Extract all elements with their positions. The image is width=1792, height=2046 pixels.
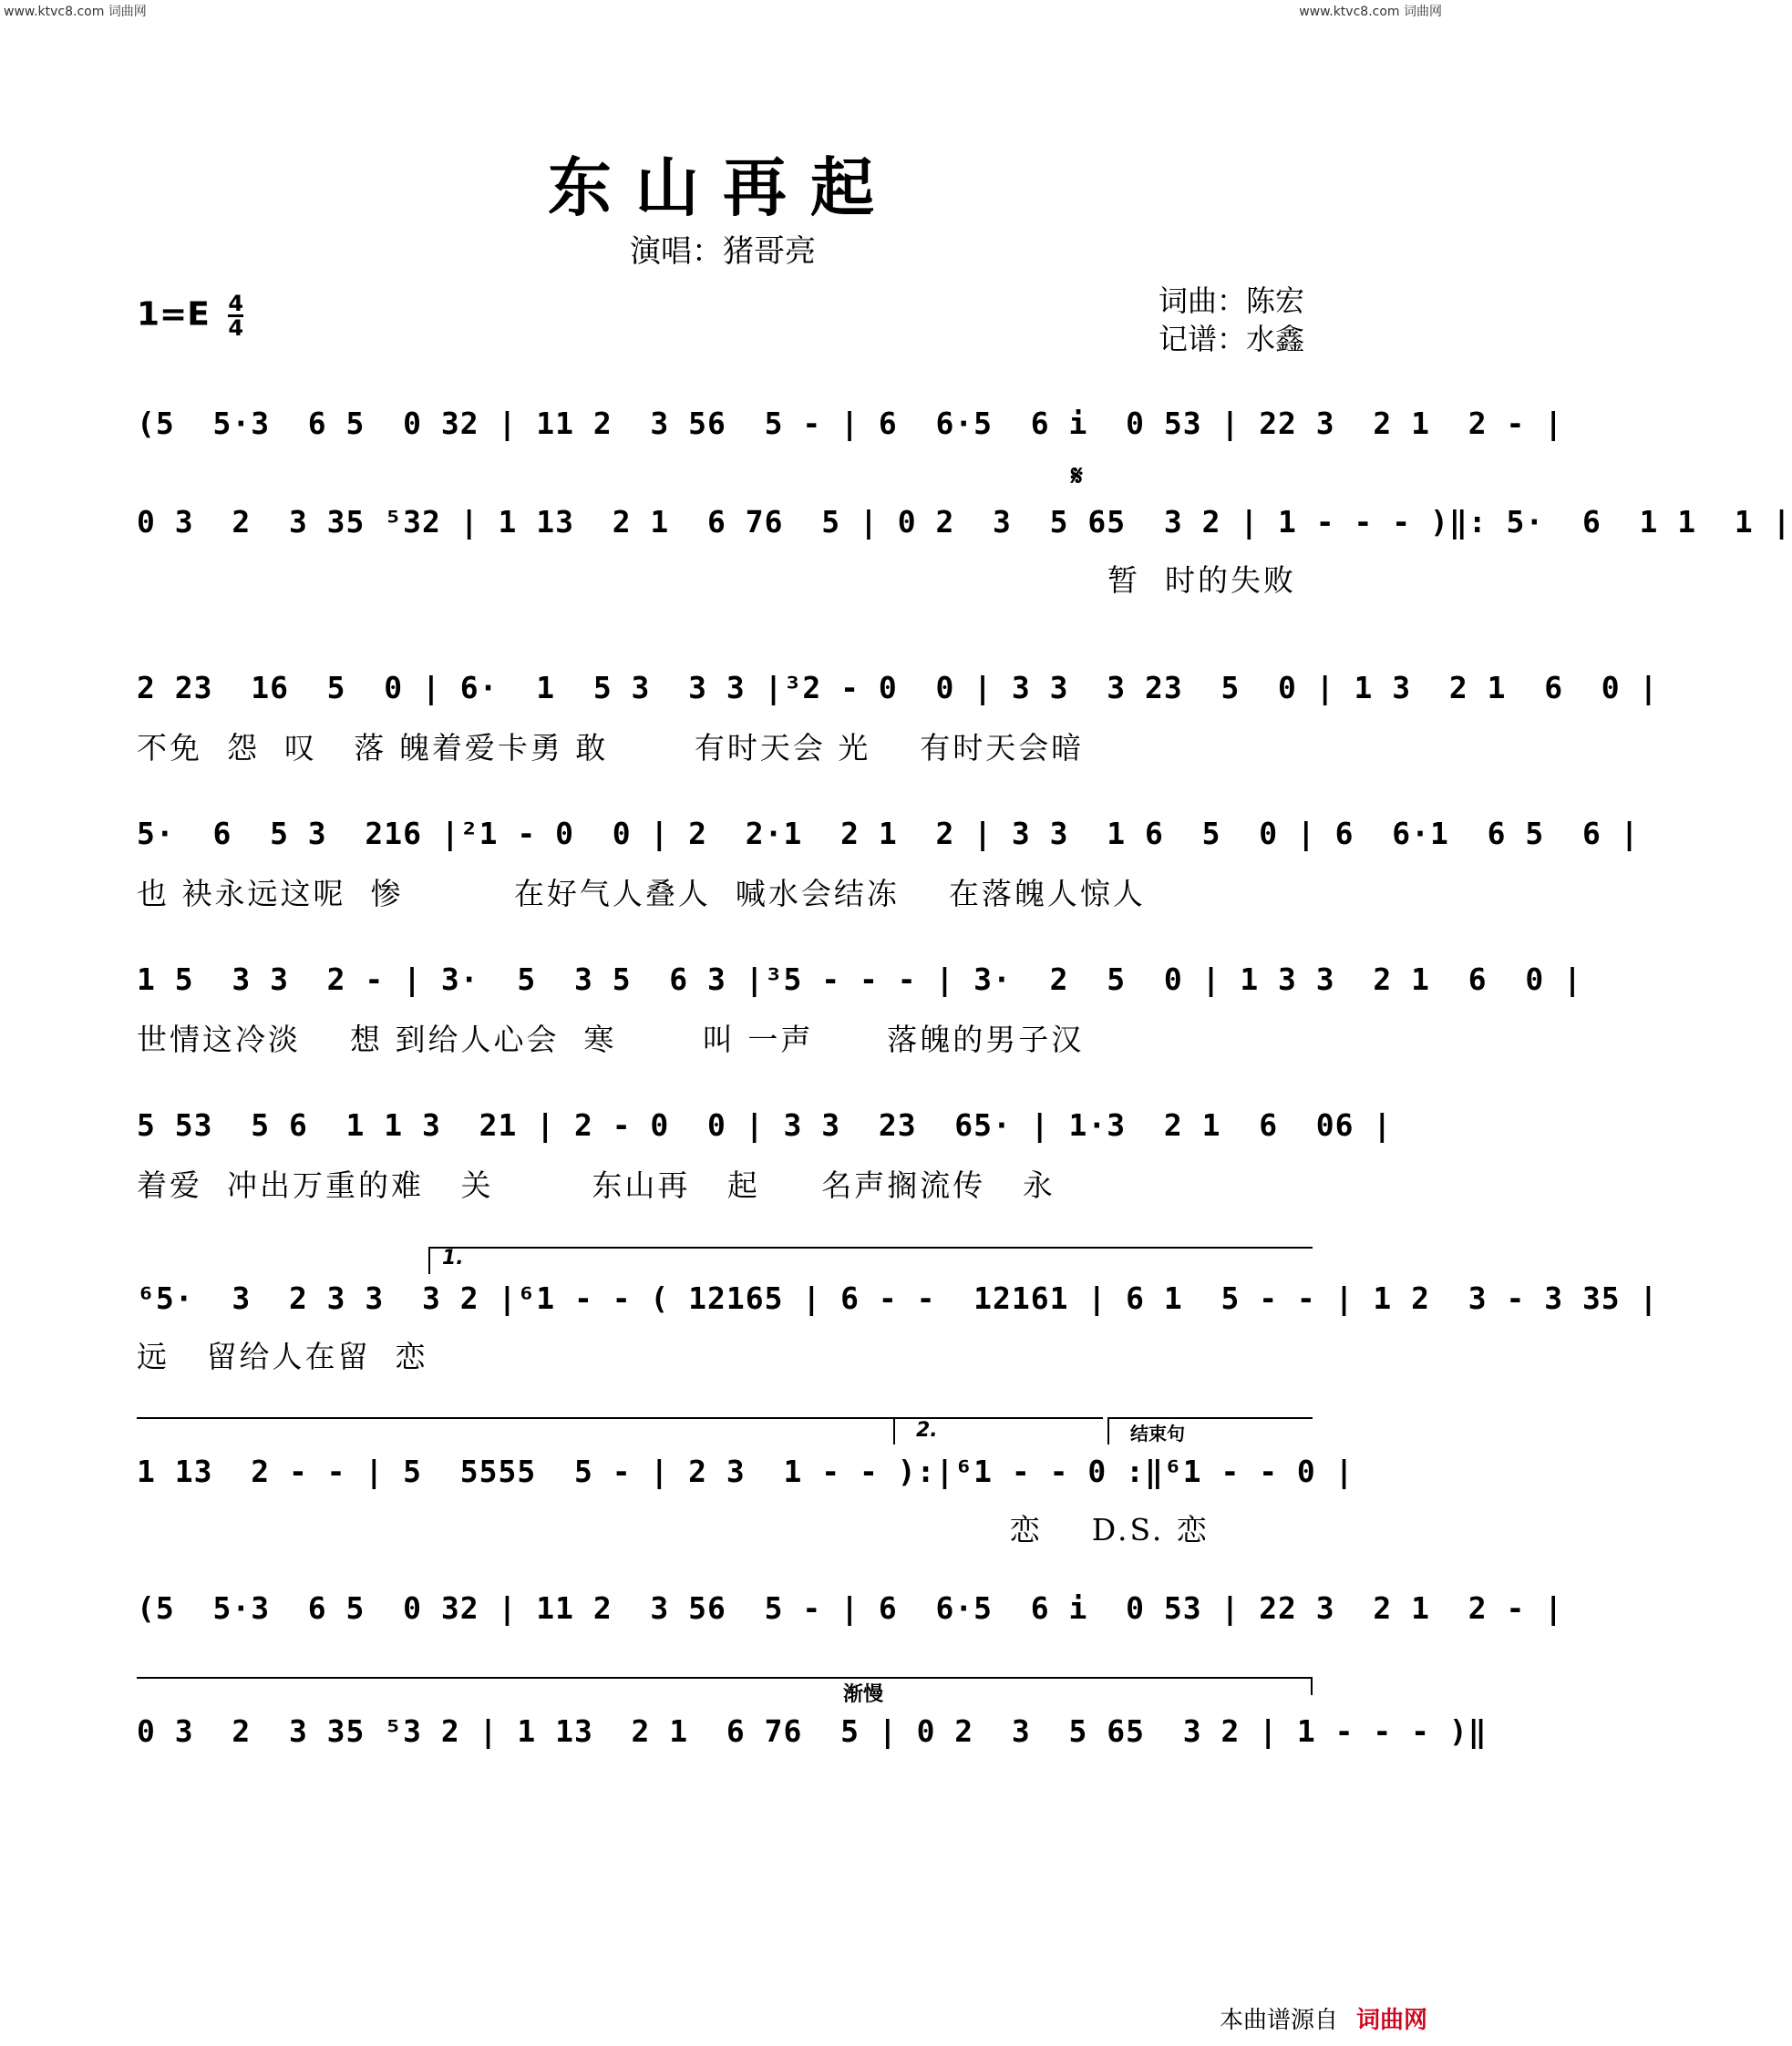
notes-line: 1 5 3 3 2 - | 3· 5 3 5 6 3 |³5 - - - | 3· 2 5 0 | 1 3 3 2 1 6 0 | [137,961,1582,997]
lyrics-line: 恋 D.S. 恋 [137,1512,1210,1547]
ending-1-bracket-continued [137,1417,893,1419]
credit-transcriber: 记谱：水鑫 [1158,322,1304,356]
ending-2-label: 2. [916,1419,938,1442]
time-bottom: 4 [228,315,244,341]
lyrics-line: 暂 时的失败 [1107,562,1296,598]
tempo-slow-label: 渐慢 [843,1683,884,1706]
time-top: 4 [228,291,244,316]
notes-line: (5 5·3 6 5 0 32 | 11 2 3 56 5 - | 6 6·5 6 i 0 53 | 22 3 2 1 2 - | [137,406,1564,441]
watermark-left: www.ktvc8.com 词曲网 [4,5,147,19]
lyrics-line: 远 留给人在留 恋 [137,1339,428,1374]
notes-line: 0 3 2 3 35 ⁵3 2 | 1 13 2 1 6 76 5 | 0 2 3 5 65 3 2 | 1 - - - )‖ [137,1713,1488,1749]
lyrics-line: 不免 怨 叹 落 魄着爱卡勇 敢 有时天会 光 有时天会暗 [137,730,1085,766]
notes-line: 5· 6 5 3 216 |²1 - 0 0 | 2 2·1 2 1 2 | 3 3 1 6 5 0 | 6 6·1 6 5 6 | [137,816,1640,851]
notes-line: 1 13 2 - - | 5 5555 5 - | 2 3 1 - - ):|⁶1 - - 0 :‖⁶1 - - 0 | [137,1454,1354,1489]
credit-lyrics-music: 词曲：陈宏 [1158,283,1304,318]
lyrics-line: 着爱 冲出万重的难 关 东山再 起 名声搁流传 永 [137,1167,1056,1203]
singer-line: 演唱：猪哥亮 [630,233,816,270]
lyrics-line: 世情这冷淡 想 到给人心会 寒 叫 一声 落魄的男子汉 [137,1022,1085,1057]
notes-line: ⁶5· 3 2 3 3 3 2 |⁶1 - - ( 12165 | 6 - - 12161 | 6 1 5 - - | 1 2 3 - 3 35 | [137,1280,1659,1316]
notes-line: 2 23 16 5 0 | 6· 1 5 3 3 3 |³2 - 0 0 | 3 3 3 23 5 0 | 1 3 2 1 6 0 | [137,670,1659,705]
ending-1-label: 1. [442,1247,464,1270]
notes-line: 5 53 5 6 1 1 3 21 | 2 - 0 0 | 3 3 23 65· | 1·3 2 1 6 06 | [137,1107,1393,1143]
coda-bracket-left [1107,1417,1109,1445]
time-signature [228,291,244,341]
lyrics-line: 也 袂永远这呢 惨 在好气人叠人 喊水会结冻 在落魄人惊人 [137,876,1146,911]
key-signature [137,291,244,341]
coda-label: 结束句 [1130,1423,1185,1445]
notes-line: (5 5·3 6 5 0 32 | 11 2 3 56 5 - | 6 6·5 6 i 0 53 | 22 3 2 1 2 - | [137,1590,1564,1626]
footer [1220,2001,1427,2035]
footer-brand[interactable]: 词曲网 [1355,2007,1427,2034]
ending-1-bracket [428,1247,1313,1249]
ending-2-bracket-left [893,1417,895,1445]
tempo-bracket [137,1677,1313,1679]
footer-source: 本曲谱源自 [1219,2007,1338,2034]
notes-line: 0 3 2 3 35 ⁵32 | 1 13 2 1 6 76 5 | 0 2 3 5 65 3 2 | 1 - - - )‖: 5· 6 1 1 1 | [137,504,1792,540]
tempo-bracket-right [1311,1677,1313,1695]
segno-icon: 𝄋 [1071,460,1083,492]
watermark-right: www.ktvc8.com 词曲网 [1299,5,1442,19]
song-title: 东山再起 [548,149,898,225]
ending-1-bracket-left [428,1247,430,1274]
key-label: 1=E [137,295,210,334]
